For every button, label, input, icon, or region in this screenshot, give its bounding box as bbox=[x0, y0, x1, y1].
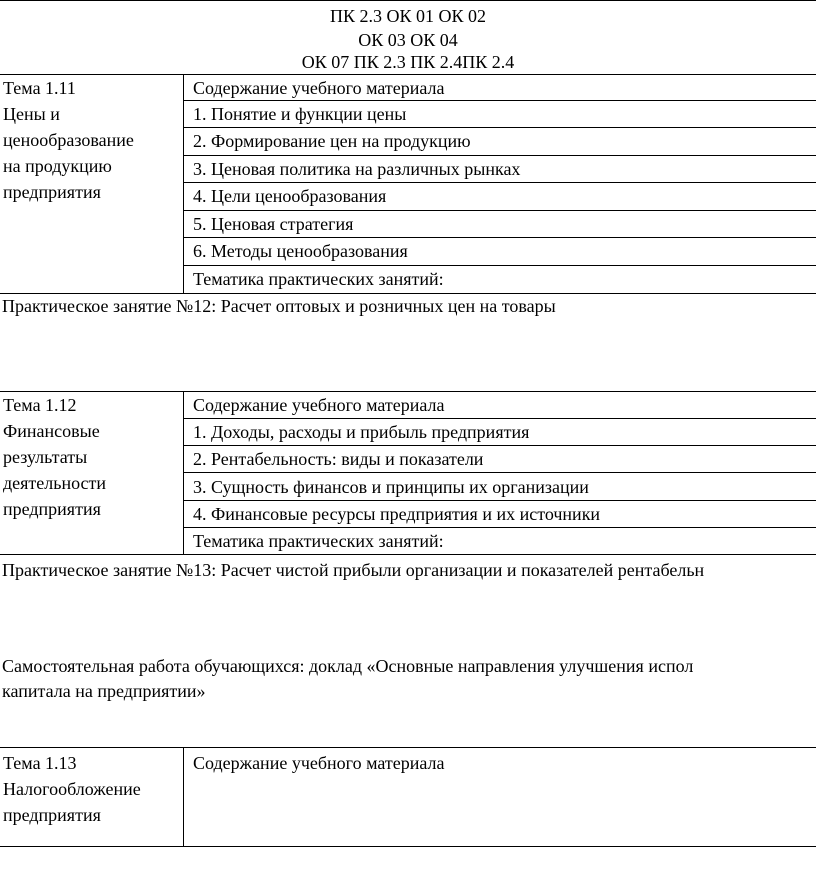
topic-title-line: на продукцию bbox=[3, 156, 112, 176]
content-row: 2. Рентабельность: виды и показатели bbox=[193, 449, 484, 469]
content-row: 1. Понятие и функции цены bbox=[193, 104, 407, 124]
practice-lesson-13: Практическое занятие №13: Расчет чистой прибыли организации и показателей рентабельн bbox=[2, 560, 705, 580]
topic-number: Тема 1.13 bbox=[3, 753, 77, 773]
topic-title-line: деятельности bbox=[3, 473, 107, 493]
content-header: Содержание учебного материала bbox=[193, 395, 445, 415]
content-row: 3. Ценовая политика на различных рынках bbox=[193, 159, 521, 179]
content-row: 2. Формирование цен на продукцию bbox=[193, 131, 471, 151]
practice-lesson-12: Практическое занятие №12: Расчет оптовых и розничных цен на товары bbox=[2, 296, 556, 316]
topic-title-line: результаты bbox=[3, 447, 88, 467]
practice-topics-label: Тематика практических занятий: bbox=[193, 531, 444, 551]
practice-topics-label: Тематика практических занятий: bbox=[193, 269, 444, 289]
topic-title-line: Цены и bbox=[3, 104, 60, 124]
content-header: Содержание учебного материала bbox=[193, 753, 445, 773]
topic-title-line: ценообразование bbox=[3, 130, 134, 150]
topic-title-line: предприятия bbox=[3, 182, 101, 202]
content-row: 5. Ценовая стратегия bbox=[193, 214, 354, 234]
content-row: 6. Методы ценообразования bbox=[193, 241, 408, 261]
self-study-line-2: капитала на предприятии» bbox=[2, 681, 206, 701]
header-line-1: ПК 2.3 ОК 01 ОК 02 bbox=[329, 6, 486, 26]
content-row: 1. Доходы, расходы и прибыль предприятия bbox=[193, 422, 530, 442]
self-study-line-1: Самостоятельная работа обучающихся: доклад «Основные направления улучшения испол bbox=[2, 656, 694, 676]
header-line-2: ОК 03 ОК 04 bbox=[358, 30, 458, 50]
topic-number: Тема 1.12 bbox=[3, 395, 77, 415]
topic-title-line: предприятия bbox=[3, 499, 101, 519]
header-line-3: ОК 07 ПК 2.3 ПК 2.4ПК 2.4 bbox=[301, 52, 515, 72]
topic-title-line: предприятия bbox=[3, 805, 101, 825]
content-row: 4. Цели ценообразования bbox=[193, 186, 387, 206]
topic-title-line: Финансовые bbox=[3, 421, 100, 441]
content-row: 4. Финансовые ресурсы предприятия и их источники bbox=[193, 504, 601, 524]
topic-title-line: Налогообложение bbox=[3, 779, 141, 799]
topic-number: Тема 1.11 bbox=[3, 78, 76, 98]
content-header: Содержание учебного материала bbox=[193, 78, 445, 98]
content-row: 3. Сущность финансов и принципы их организации bbox=[193, 477, 589, 497]
